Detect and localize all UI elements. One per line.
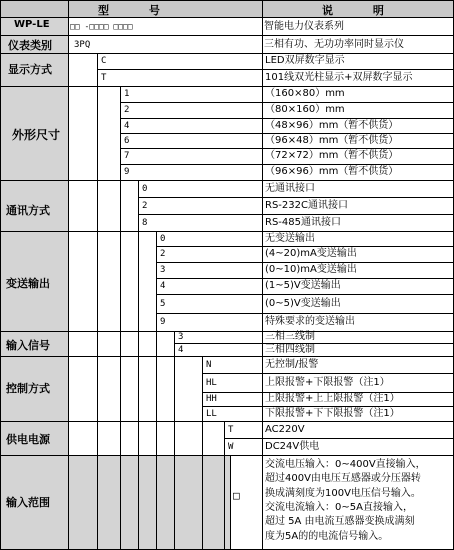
option-code: 1 xyxy=(124,89,130,99)
grid-line xyxy=(0,0,1,550)
header-description: 说 明 xyxy=(322,4,402,17)
option-description: (4~20)mA变送输出 xyxy=(265,248,357,259)
option-code: 7 xyxy=(124,151,130,161)
grid-line xyxy=(120,148,454,149)
option-description: AC220V xyxy=(265,423,305,435)
grid-line xyxy=(156,278,454,279)
grid-line xyxy=(120,86,121,550)
grid-line xyxy=(156,313,454,314)
grid-line xyxy=(97,53,98,550)
product-code-pattern: □□ -□□□□ □□□□ xyxy=(70,22,133,31)
option-description: 特殊要求的变送输出 xyxy=(265,316,355,327)
instrument-label: 仪表类别 xyxy=(8,39,52,52)
grid-line xyxy=(156,294,454,295)
range-description-line: 换成满刻度为100V电压信号输入。 xyxy=(265,487,421,499)
grid-line xyxy=(202,373,454,374)
grid-line xyxy=(120,102,454,103)
option-code: C xyxy=(101,56,107,66)
option-description: （80×160）mm xyxy=(265,104,345,115)
power-label: 供电电源 xyxy=(6,433,50,446)
option-code: 0 xyxy=(160,233,166,244)
option-code: N xyxy=(206,359,212,370)
option-description: （96×96）mm（暂不供货） xyxy=(265,166,399,177)
option-description: （96×48）mm（暂不供货） xyxy=(265,134,399,146)
grid-line xyxy=(156,246,454,247)
grid-line xyxy=(0,455,454,456)
option-description: (0~10)mA变送输出 xyxy=(265,264,357,275)
option-description: 无控制/报警 xyxy=(265,358,319,370)
option-code: 2 xyxy=(142,200,148,211)
range-description-line: 交流电压输入：0~400V直接输入， xyxy=(265,459,426,470)
grid-line xyxy=(0,356,454,357)
grid-line xyxy=(224,438,454,439)
option-description: RS-485通讯接口 xyxy=(265,216,341,228)
product-label: WP-LE xyxy=(14,19,50,30)
option-description: （72×72）mm（暂不供货） xyxy=(265,150,399,161)
grid-line xyxy=(0,231,454,232)
input-signal-label: 输入信号 xyxy=(6,339,50,352)
option-code: 4 xyxy=(160,281,166,291)
option-description: （160×80）mm xyxy=(265,88,345,99)
grid-line xyxy=(156,262,454,263)
header-model: 型 号 xyxy=(98,4,178,17)
option-code: 5 xyxy=(160,298,166,309)
comm-label: 通讯方式 xyxy=(6,204,50,217)
grid-line xyxy=(138,214,454,215)
grid-line xyxy=(202,356,203,550)
size-label: 外形尺寸 xyxy=(12,128,61,142)
option-code: 2 xyxy=(160,249,166,259)
option-description: 无通讯接口 xyxy=(265,182,315,194)
grid-line xyxy=(174,331,175,550)
option-description: (0~5)V变送输出 xyxy=(265,297,341,309)
range-code: □ xyxy=(233,489,240,502)
option-code: HH xyxy=(206,394,217,404)
range-code-shade xyxy=(68,455,230,550)
display-label: 显示方式 xyxy=(8,63,52,76)
option-code: 9 xyxy=(124,167,130,177)
control-label: 控制方式 xyxy=(6,382,50,395)
option-description: 三相四线制 xyxy=(265,343,315,355)
option-code: T xyxy=(228,424,234,435)
option-description: RS-232C通讯接口 xyxy=(265,199,348,211)
grid-line xyxy=(0,86,454,87)
grid-line xyxy=(120,164,454,165)
grid-line xyxy=(224,421,225,550)
range-description-line: 超过400V由电压互感器或分压器转 xyxy=(265,473,421,485)
grid-line xyxy=(262,0,263,550)
grid-line xyxy=(230,455,231,550)
option-description: 下限报警+下下限报警（注1） xyxy=(265,407,400,419)
grid-line xyxy=(0,331,454,332)
grid-line xyxy=(0,421,454,422)
product-description: 智能电力仪表系列 xyxy=(264,21,344,32)
option-code: 9 xyxy=(160,317,166,327)
option-code: 6 xyxy=(124,135,130,146)
grid-line xyxy=(0,53,454,54)
option-code: 2 xyxy=(124,105,130,115)
option-code: 8 xyxy=(142,217,148,228)
grid-line xyxy=(0,35,454,36)
grid-line xyxy=(0,180,454,181)
grid-line xyxy=(0,17,454,18)
grid-line xyxy=(97,69,454,70)
instrument-description: 三相有功、无功功率同时显示仪 xyxy=(264,39,404,50)
range-description-line: 超过 5A 由电流互感器变换成满刻 xyxy=(265,516,415,528)
grid-line xyxy=(138,197,454,198)
option-code: 3 xyxy=(178,332,184,342)
option-code: W xyxy=(228,441,234,452)
option-description: 上限报警+上上限报警（注1） xyxy=(265,393,400,404)
option-description: （48×96）mm（暂不供货） xyxy=(265,119,399,131)
option-code: 0 xyxy=(142,183,148,194)
option-description: 三相三线制 xyxy=(265,331,315,342)
option-code: 4 xyxy=(124,120,130,131)
option-description: 无变送输出 xyxy=(265,232,315,244)
instrument-code: 3PQ xyxy=(74,40,91,50)
option-code: HL xyxy=(206,377,217,388)
transmit-label: 变送输出 xyxy=(6,277,50,290)
option-description: LED双屏数字显示 xyxy=(265,55,345,66)
option-code: 4 xyxy=(178,344,184,355)
option-code: T xyxy=(101,72,107,83)
range-description-line: 交流电流输入：0~5A直接输入， xyxy=(265,501,413,513)
option-code: 3 xyxy=(160,265,166,275)
option-description: 上限报警+下限报警（注1） xyxy=(265,376,390,388)
range-description-line: 度为5A的的电流信号输入。 xyxy=(265,530,389,542)
grid-line xyxy=(68,0,69,550)
option-code: LL xyxy=(206,408,217,419)
grid-line xyxy=(138,180,139,550)
option-description: 101线双光柱显示+双屏数字显示 xyxy=(265,71,413,83)
option-description: DC24V供电 xyxy=(265,440,320,452)
range-label: 输入范围 xyxy=(6,496,50,509)
option-description: (1~5)V变送输出 xyxy=(265,280,341,291)
